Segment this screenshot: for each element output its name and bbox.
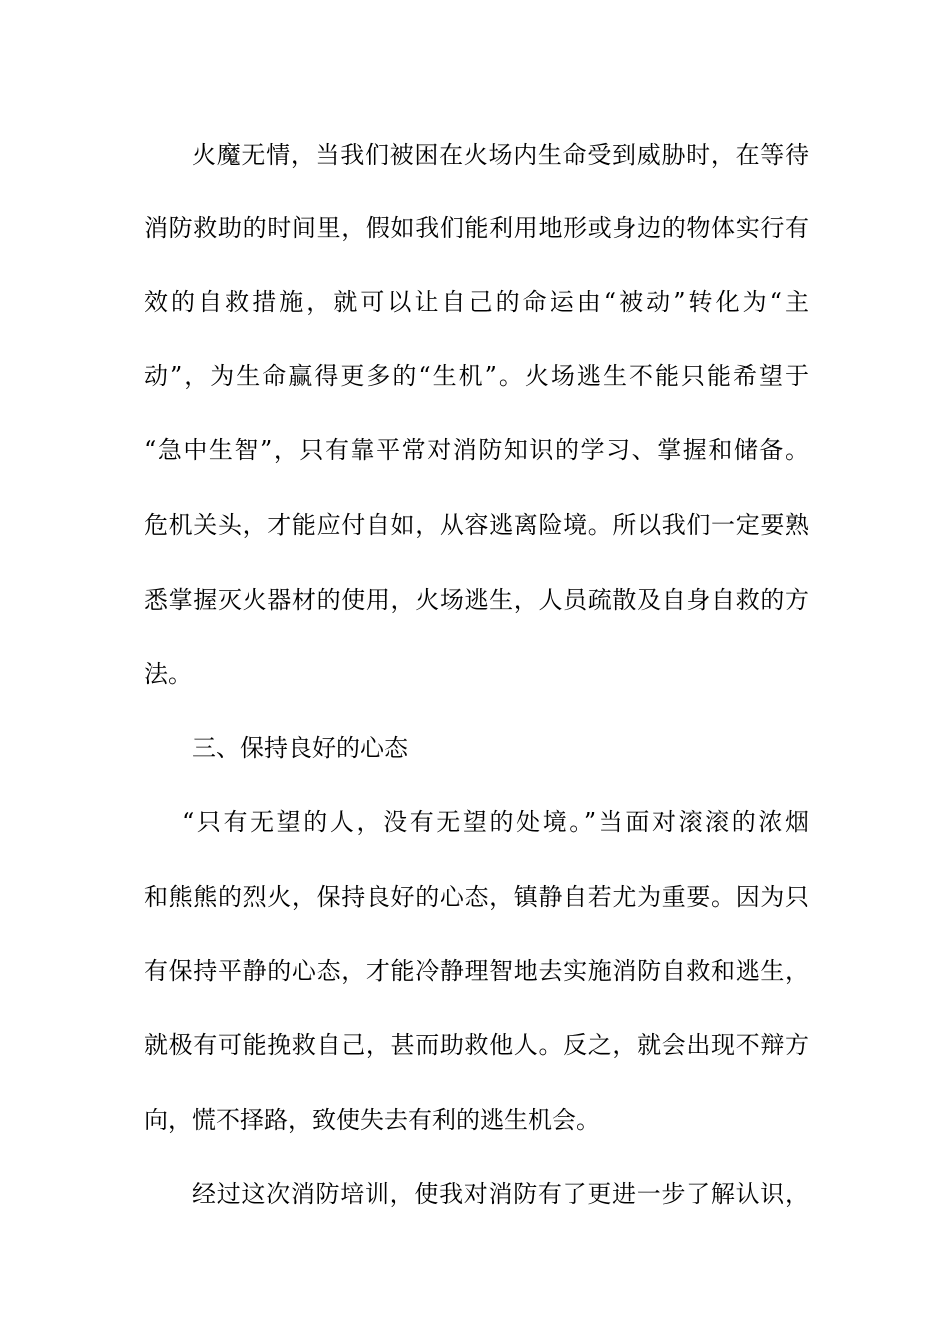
paragraph-1-line-6: 危机关头，才能应付自如，从容逃离险境。所以我们一定要熟 [144, 511, 809, 539]
paragraph-2-line-1: “只有无望的人，没有无望的处境。”当面对滚滚的浓烟 [182, 808, 809, 836]
paragraph-1-line-2: 消防救助的时间里，假如我们能利用地形或身边的物体实行有 [144, 214, 809, 242]
paragraph-1-line-7: 悉掌握灭火器材的使用，火场逃生，人员疏散及自身自救的方 [144, 586, 809, 614]
paragraph-1-line-8: 法。 [144, 660, 192, 688]
section-heading: 三、保持良好的心态 [192, 734, 408, 762]
paragraph-1-line-4: 动”，为生命赢得更多的“生机”。火场逃生不能只能希望于 [144, 362, 809, 390]
paragraph-2-line-2: 和熊熊的烈火，保持良好的心态，镇静自若尤为重要。因为只 [144, 883, 809, 911]
paragraph-1-line-3: 效的自救措施，就可以让自己的命运由“被动”转化为“主 [144, 288, 809, 316]
paragraph-2-line-4: 就极有可能挽救自己，甚而助救他人。反之，就会出现不辩方 [144, 1031, 809, 1059]
paragraph-1-line-5: “急中生智”，只有靠平常对消防知识的学习、掌握和储备。 [144, 436, 809, 464]
paragraph-3-line-1: 经过这次消防培训，使我对消防有了更进一步了解认识， [192, 1180, 809, 1208]
paragraph-2-line-3: 有保持平静的心态，才能冷静理智地去实施消防自救和逃生， [144, 957, 809, 985]
paragraph-1-line-1: 火魔无情，当我们被困在火场内生命受到威胁时，在等待 [192, 141, 809, 169]
paragraph-2-line-5: 向，慌不择路，致使失去有利的逃生机会。 [144, 1106, 600, 1134]
